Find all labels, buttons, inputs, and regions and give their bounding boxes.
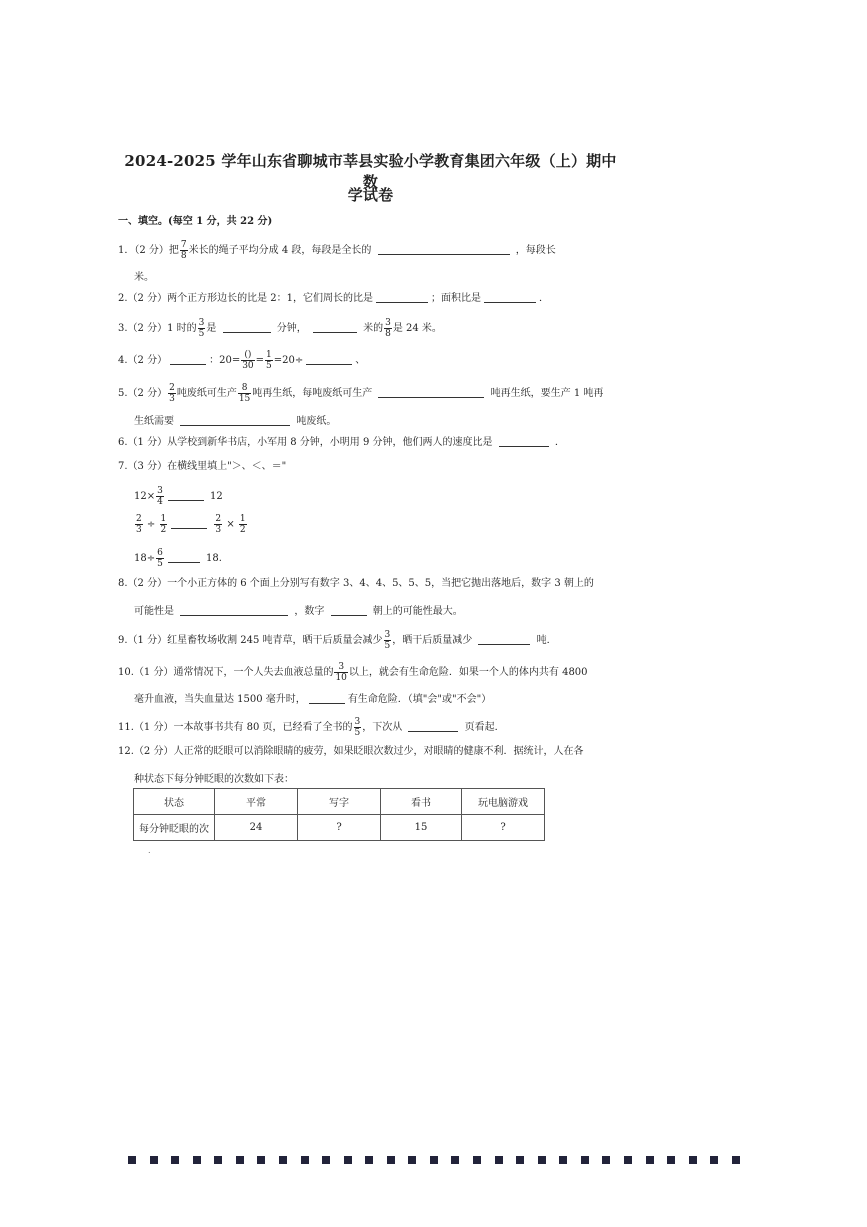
question-8: [118, 578, 618, 590]
question-text: 4.（2 分）: [118, 355, 168, 366]
answer-blank[interactable]: [171, 518, 207, 529]
question-5: [118, 383, 618, 404]
decor-square: [581, 1156, 589, 1164]
fraction: $\frac{1}{2}$: [239, 514, 246, 535]
operator: ×: [226, 519, 235, 530]
question-text: =20÷: [273, 355, 304, 366]
question-2: [118, 292, 618, 305]
question-text: 米长的绳子平均分成 4 段，每段是全长的: [188, 245, 372, 256]
fraction: $\frac{2}{3}$: [169, 383, 175, 404]
question-text: 10.（1 分）通常情况下，一个人失去血液总量的: [118, 667, 334, 678]
fraction: $\frac{3}{5}$: [198, 318, 205, 339]
decor-square: [365, 1156, 373, 1164]
answer-blank[interactable]: [331, 605, 367, 616]
question-5-continuation: [134, 412, 336, 427]
question-text: =: [255, 355, 265, 366]
fraction: $\frac{3}{8}$: [385, 318, 391, 339]
question-text: 6.（1 分）从学校到新华书店，小军用 8 分钟，小明用 9 分钟，他们两人的速度比是: [118, 437, 493, 448]
table-cell: ?: [462, 815, 545, 841]
decor-square: [451, 1156, 459, 1164]
answer-blank[interactable]: [376, 292, 428, 303]
decor-square: [128, 1156, 136, 1164]
fraction: $\frac{3}{4}$: [157, 486, 163, 507]
fraction: $\frac{7}{8}$: [180, 240, 187, 261]
table-header-cell: 状态: [134, 789, 215, 815]
comparison-3: [134, 548, 222, 569]
question-text: ，下次从: [362, 722, 403, 733]
question-text: ．: [554, 437, 565, 448]
answer-blank[interactable]: [306, 354, 352, 365]
question-text: 9.（1 分）红星畜牧场收割 245 吨青草，晒干后质量会减少: [118, 635, 383, 646]
decor-square: [689, 1156, 697, 1164]
question-text: 是 24 米。: [392, 323, 442, 334]
question-text: 11.（1 分）一本故事书共有 80 页，已经看了全书的: [118, 722, 353, 733]
question-text: 吨再生纸，要生产 1 吨再: [490, 388, 604, 399]
decor-square: [473, 1156, 481, 1164]
question-9: [118, 630, 618, 651]
question-text: 7.（3 分）在横线里填上"＞、＜、＝": [118, 461, 287, 472]
decor-square: [538, 1156, 546, 1164]
question-8-continuation: [134, 602, 463, 617]
question-text: ；面积比是: [431, 293, 481, 304]
question-text: 5.（2 分）: [118, 388, 168, 399]
page-title-line1: 2024-2025 学年山东省聊城市莘县实验小学教育集团六年级（上）期中数: [124, 152, 617, 191]
decor-square: [344, 1156, 352, 1164]
expression-text: 12×: [134, 491, 156, 502]
decor-square: [495, 1156, 503, 1164]
answer-blank[interactable]: [484, 292, 536, 303]
question-text: 12.（2 分）人正常的眨眼可以消除眼睛的疲劳，如果眨眼次数过少，对眼睛的健康不利．据统计，人在各: [118, 746, 584, 757]
decor-square: [602, 1156, 610, 1164]
decor-square: [667, 1156, 675, 1164]
question-text: 吨废纸。: [296, 416, 337, 427]
answer-blank[interactable]: [180, 605, 288, 616]
fraction: $\frac{3}{10}$: [335, 662, 347, 683]
table-cell: 每分钟眨眼的次: [134, 815, 215, 841]
fraction: $\frac{3}{5}$: [384, 630, 391, 651]
question-text: 3.（2 分）1 时的: [118, 323, 197, 334]
answer-blank[interactable]: [478, 634, 530, 645]
answer-blank[interactable]: [309, 693, 345, 704]
question-text: 米的: [363, 323, 384, 334]
fraction: $\frac{1}{2}$: [160, 514, 167, 535]
question-10-continuation: [134, 690, 491, 705]
page-title-line2: 学试卷: [347, 186, 394, 204]
decor-square: [559, 1156, 567, 1164]
decor-square: [279, 1156, 287, 1164]
answer-blank[interactable]: [313, 322, 357, 333]
stray-dot: .: [148, 846, 151, 855]
question-text: 是: [206, 323, 217, 334]
fraction: $\frac{3}{5}$: [354, 717, 361, 738]
question-text: 、: [355, 355, 366, 366]
decor-square: [646, 1156, 654, 1164]
question-text: 毫升血液，当失血量达 1500 毫升时，: [134, 694, 306, 705]
question-11: [118, 717, 618, 738]
question-text: 2.（2 分）两个正方形边长的比是 2：1，它们周长的比是: [118, 293, 373, 304]
question-text: 吨再生纸，每吨废纸可生产: [252, 388, 373, 399]
question-1: [118, 240, 618, 261]
section-heading: 一、填空。(每空 1 分，共 22 分): [118, 216, 273, 227]
answer-blank[interactable]: [378, 244, 510, 255]
answer-blank[interactable]: [170, 354, 206, 365]
decor-square: [193, 1156, 201, 1164]
table-cell: ?: [298, 815, 381, 841]
table-header-cell: 看书: [381, 789, 462, 815]
fraction: $\frac{6}{5}$: [157, 548, 163, 569]
operator: ÷: [146, 519, 156, 530]
question-6: [118, 436, 618, 449]
question-1-continuation: 米。: [134, 272, 154, 283]
question-12: [118, 746, 618, 758]
question-text: ，每段长: [515, 245, 556, 256]
answer-blank[interactable]: [180, 415, 290, 426]
answer-blank[interactable]: [168, 490, 204, 501]
question-text: 吨废纸可生产: [176, 388, 237, 399]
expression-text: 18÷: [134, 553, 156, 564]
expression-text: 12: [210, 491, 223, 502]
question-text: ．: [539, 293, 549, 304]
question-text: 分钟，: [276, 323, 307, 334]
question-text: ，数字: [294, 606, 325, 617]
expression-text: 18.: [206, 553, 222, 564]
blink-rate-table: [133, 788, 545, 841]
decor-square: [710, 1156, 718, 1164]
decor-square: [624, 1156, 632, 1164]
decor-square: [301, 1156, 309, 1164]
question-text: 可能性是: [134, 606, 174, 617]
question-text: ：20=: [209, 355, 241, 366]
fraction: $\frac{1}{5}$: [266, 350, 272, 371]
question-text: 生纸需要: [134, 416, 174, 427]
decor-square: [516, 1156, 524, 1164]
table-header-row: [134, 789, 545, 815]
question-10: [118, 662, 618, 683]
question-text: 吨．: [536, 635, 557, 646]
question-text: 页看起．: [464, 722, 505, 733]
question-text: 1．（2 分）把: [118, 245, 179, 256]
table-header-cell: 平常: [215, 789, 298, 815]
answer-blank[interactable]: [223, 322, 271, 333]
question-7: [118, 461, 618, 473]
question-text: 8.（2 分）一个小正方体的 6 个面上分别写有数字 3、4、4、5、5、5，当把它抛出落地后，数字 3 朝上的: [118, 578, 594, 589]
decor-square: [150, 1156, 158, 1164]
table-row: [134, 815, 545, 841]
question-text: 以上，就会有生命危险．如果一个人的体内共有 4800: [348, 667, 588, 678]
fraction: $\frac{()}{30}$: [242, 350, 254, 371]
table-cell: 15: [381, 815, 462, 841]
fraction: $\frac{8}{15}$: [238, 383, 251, 404]
question-4: [118, 350, 618, 371]
question-text: ，晒干后质量减少: [392, 635, 473, 646]
decor-square: [322, 1156, 330, 1164]
fraction: $\frac{2}{3}$: [215, 514, 222, 535]
decor-square: [732, 1156, 740, 1164]
decor-square: [214, 1156, 222, 1164]
table-cell: 24: [215, 815, 298, 841]
question-3: [118, 318, 618, 339]
decor-square: [171, 1156, 179, 1164]
answer-blank[interactable]: [499, 436, 549, 447]
answer-blank[interactable]: [378, 387, 484, 398]
table-header-cell: 写字: [298, 789, 381, 815]
answer-blank[interactable]: [408, 721, 458, 732]
question-12-continuation: 种状态下每分钟眨眼的次数如下表：: [134, 774, 294, 785]
decor-square: [408, 1156, 416, 1164]
decor-square: [257, 1156, 265, 1164]
footer-decoration: [128, 1156, 740, 1165]
decor-square: [387, 1156, 395, 1164]
question-text: 朝上的可能性最大。: [372, 606, 463, 617]
fraction: $\frac{2}{3}$: [136, 514, 142, 535]
decor-square: [236, 1156, 244, 1164]
question-text: 有生命危险．（填"会"或"不会"）: [347, 694, 492, 705]
decor-square: [430, 1156, 438, 1164]
comparison-2: [134, 514, 248, 535]
comparison-1: [134, 486, 223, 507]
table-header-cell: 玩电脑游戏: [462, 789, 545, 815]
answer-blank[interactable]: [168, 552, 200, 563]
